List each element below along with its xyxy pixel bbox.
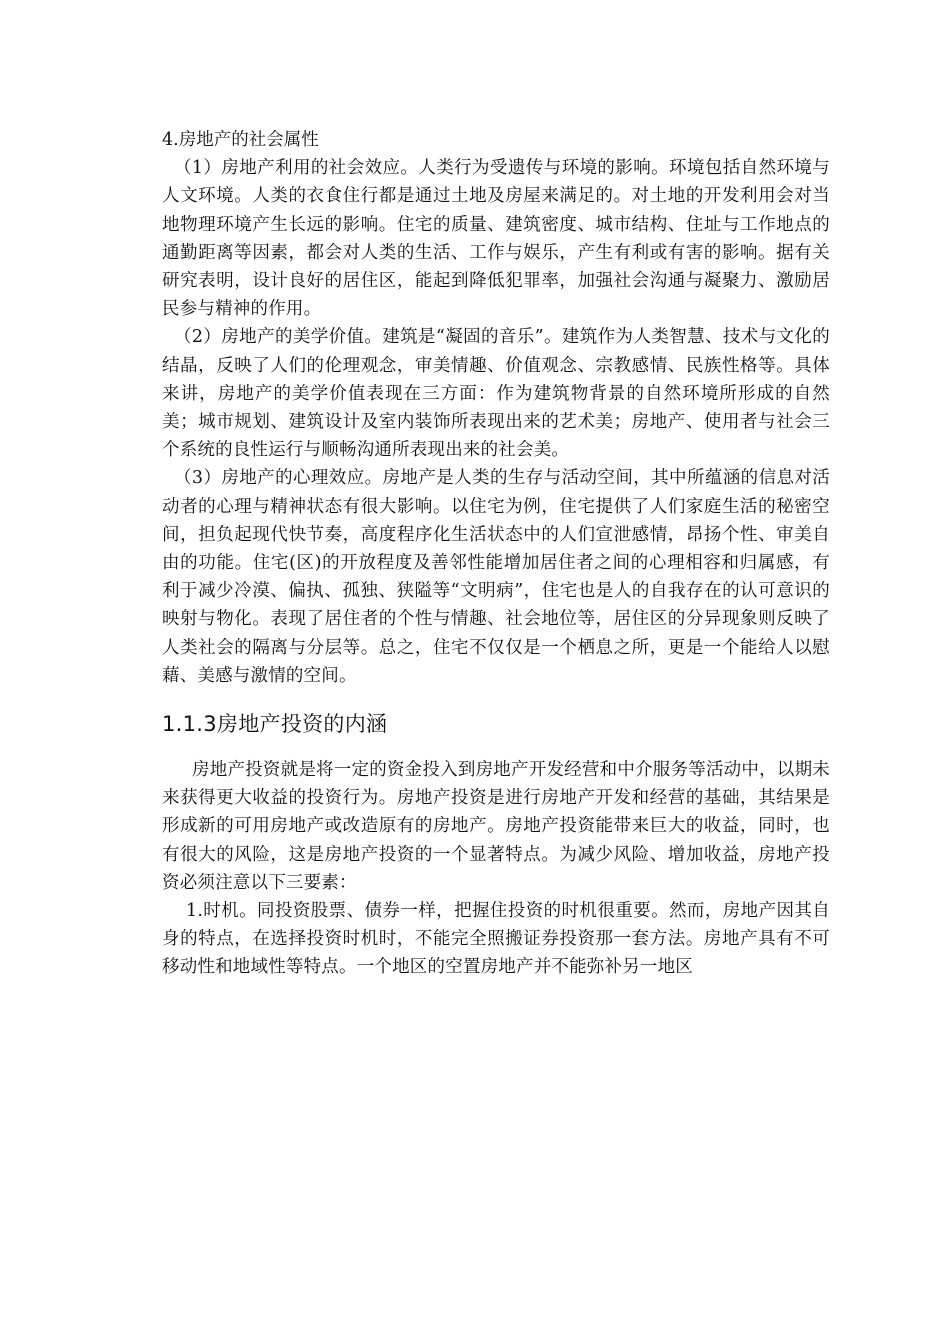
section-heading: 1.1.3房地产投资的内涵 — [162, 712, 388, 737]
document-body — [162, 126, 830, 982]
paragraph-aesthetic-value: （2）房地产的美学价值。建筑是“凝固的音乐”。建筑作为人类智慧、技术与文化的结晶，反映了人们的伦理观念，审美情趣、价值观念、宗教感情、民族性格等。具体来讲，房地产的美学价值表现在三方面：作为建筑物背景的自然环境所形成的自然美；城市规划、建筑设计及室内装饰所表现出来的艺术美；房地产、使用者与社会三个系统的良性运行与顺畅沟通所表现出来的社会美。 — [162, 327, 830, 461]
paragraph-investment-definition: 房地产投资就是将一定的资金投入到房地产开发经营和中介服务等活动中，以期未来获得更大收益的投资行为。房地产投资是进行房地产开发和经营的基础，其结果是形成新的可用房地产或改造原有的房地产。房地产投资能带来巨大的收益，同时，也有很大的风险，这是房地产投资的一个显著特点。为减少风险、增加收益，房地产投资必须注意以下三要素： — [162, 760, 830, 893]
paragraph-psychological-effect: （3）房地产的心理效应。房地产是人类的生存与活动空间，其中所蕴涵的信息对活动者的心理与精神状态有很大影响。以住宅为例，住宅提供了人们家庭生活的秘密空间，担负起现代快节奏，高度程序化生活状态中的人们宣泄感情，昂扬个性、审美自由的功能。住宅(区)的开放程度及善邻性能增加居住者之间的心理相容和归属感，有利于减少冷漠、偏执、孤独、狭隘等“文明病”，住宅也是人的自我存在的认可意识的映射与物化。表现了居住者的个性与情趣、社会地位等，居住区的分异现象则反映了人类社会的隔离与分层等。总之，住宅不仅仅是一个栖息之所，更是一个能给人以慰藉、美感与激情的空间。 — [162, 468, 830, 686]
paragraph-timing: 1.时机。同投资股票、债券一样，把握住投资的时机很重要。然而，房地产因其自身的特点，在选择投资时机时，不能完全照搬证券投资那一套方法。房地产具有不可移动性和地域性等特点。一个地区的空置房地产并不能弥补另一地区 — [162, 901, 830, 978]
paragraph-social-effect: （1）房地产利用的社会效应。人类行为受遗传与环境的影响。环境包括自然环境与人文环境。人类的衣食住行都是通过土地及房屋来满足的。对土地的开发利用会对当地物理环境产生长远的影响。住宅的质量、建筑密度、城市结构、住址与工作地点的通勤距离等因素，都会对人类的生活、工作与娱乐，产生有利或有害的影响。据有关研究表明，设计良好的居住区，能起到降低犯罪率，加强社会沟通与凝聚力、激励居民参与精神的作用。 — [162, 158, 830, 320]
subsection-title: 4.房地产的社会属性 — [162, 130, 319, 150]
